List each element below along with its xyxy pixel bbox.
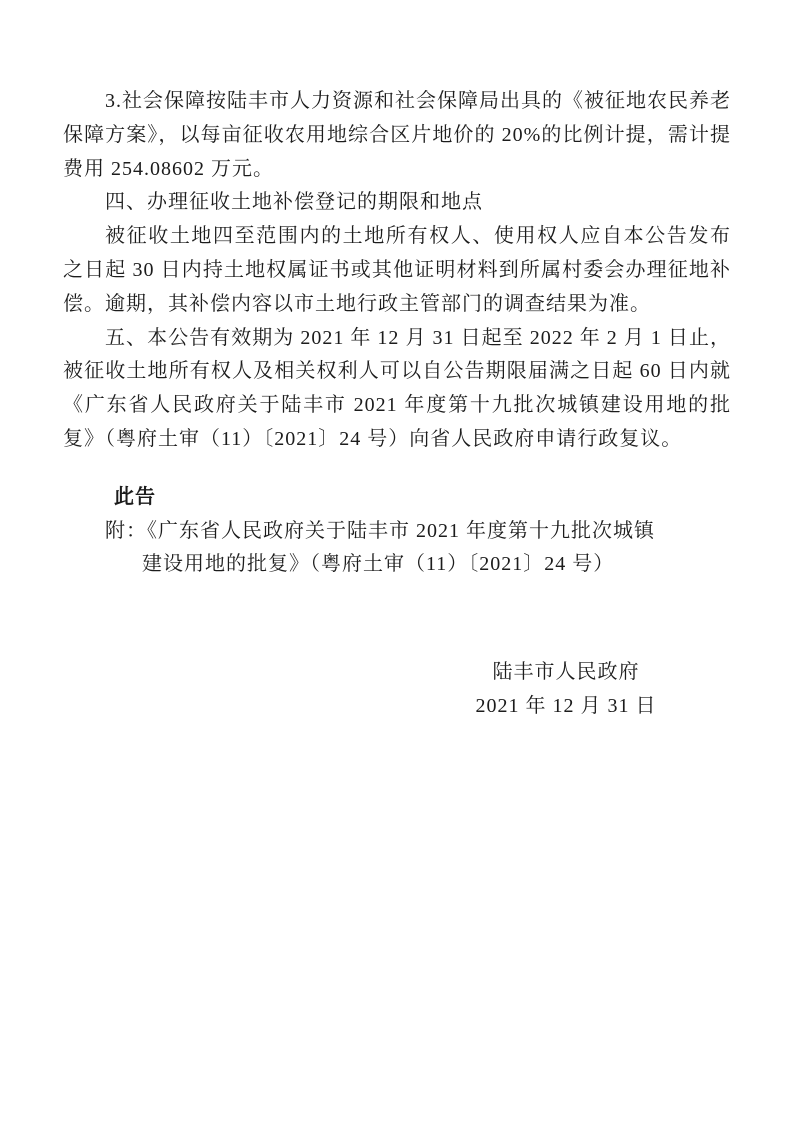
signature-date: 2021 年 12 月 31 日 <box>475 694 657 717</box>
document-body <box>63 85 731 582</box>
closing-phrase: 此告 <box>114 485 156 508</box>
attachment-note <box>63 515 731 583</box>
attachment-label: 附： <box>105 519 147 542</box>
signature-block <box>446 656 686 724</box>
section-heading-registration: 四、办理征收土地补偿登记的期限和地点 <box>105 191 483 214</box>
attachment-title-line2: 建设用地的批复》（粤府土审（11）〔2021〕24 号） <box>142 553 615 576</box>
paragraph-registration-deadline: 被征收土地四至范围内的土地所有权人、使用权人应自本公告发布之日起 30 日内持土地权属证书或其他证明材料到所属村委会办理征地补偿。逾期，其补偿内容以市土地行政主管部门的调查结果为准。 <box>63 225 731 315</box>
signature-issuer: 陆丰市人民政府 <box>492 661 640 683</box>
paragraph-validity-period: 五、本公告有效期为 2021 年 12 月 31 日起至 2022 年 2 月 1 日止，被征收土地所有权人及相关权利人可以自公告期限届满之日起 60 日内就《广东省人民政府关于陆丰市 2021 年度第十九批次城镇建设用地的批复》（粤府土审（11）〔2021〕24 号）向省人民政府申请行政复议。 <box>63 326 731 450</box>
attachment-title-line1: 《广东省人民政府关于陆丰市 2021 年度第十九批次城镇 <box>147 519 655 542</box>
paragraph-social-security: 3.社会保障按陆丰市人力资源和社会保障局出具的《被征地农民养老保障方案》，以每亩征收农用地综合区片地价的 20%的比例计提，需计提费用 254.08602 万元。 <box>63 90 731 180</box>
